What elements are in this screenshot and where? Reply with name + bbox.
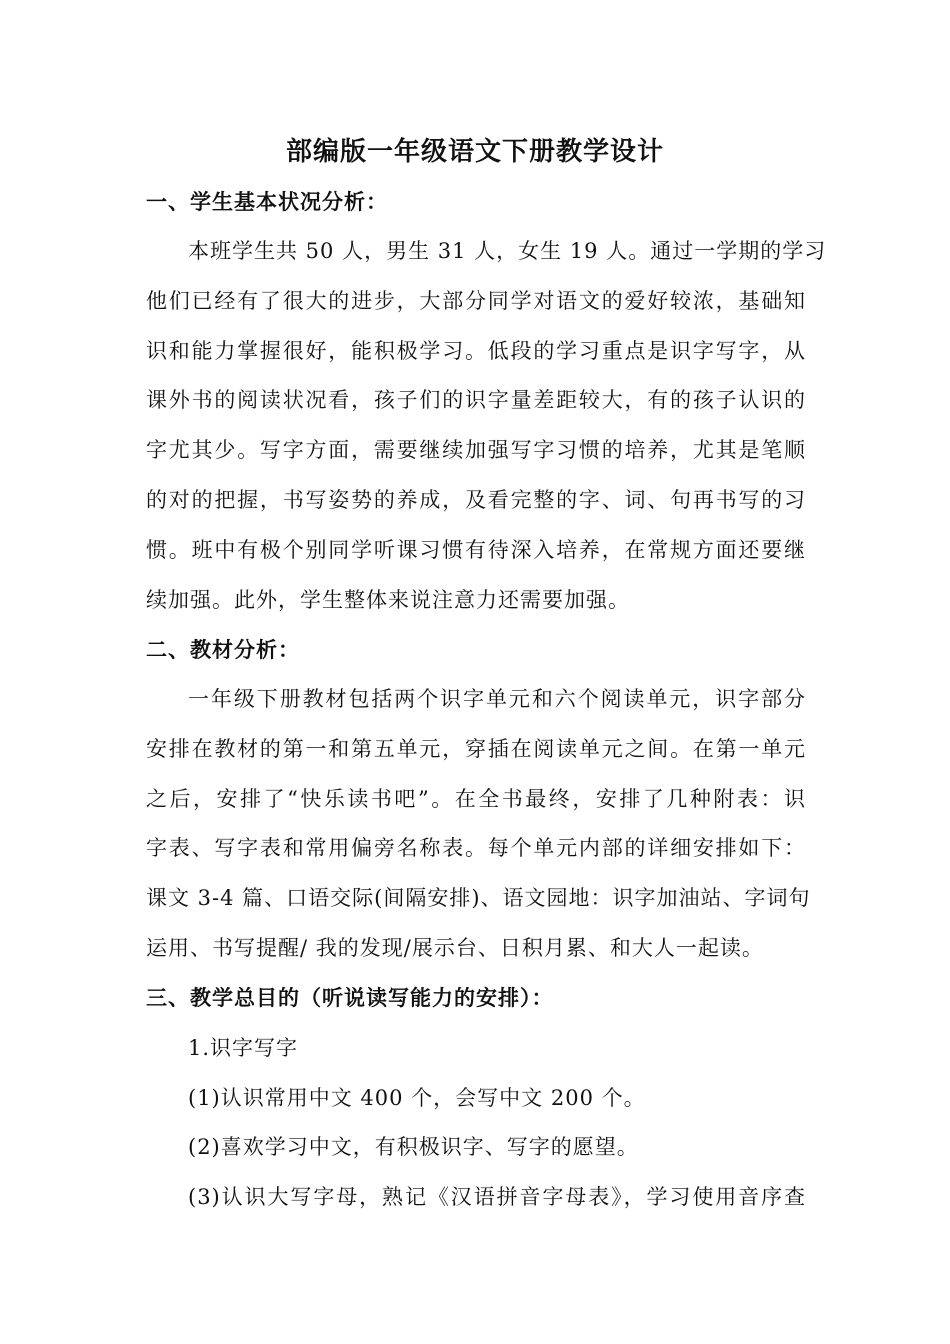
section-heading-student-analysis: 一、学生基本状况分析： xyxy=(146,189,388,214)
section-heading-teaching-goals: 三、教学总目的（听说读写能力的安排）： xyxy=(146,985,554,1010)
paragraph-line: 字表、写字表和常用偏旁名称表。每个单元内部的详细安排如下： xyxy=(146,836,806,860)
list-item: (1)认识常用中文 400 个，会写中文 200 个。 xyxy=(188,1086,646,1110)
paragraph-line: 惯。班中有极个别同学听课习惯有待深入培养，在常规方面还要继 xyxy=(146,538,806,562)
paragraph-line: 的对的把握，书写姿势的养成，及看完整的字、词、句再书写的习 xyxy=(146,488,806,512)
list-item: 1.识字写字 xyxy=(188,1036,299,1060)
paragraph-line: 字尤其少。写字方面，需要继续加强写字习惯的培养，尤其是笔顺 xyxy=(146,438,806,462)
document-title: 部编版一年级语文下册教学设计 xyxy=(285,137,664,167)
paragraph-line: 之后，安排了“快乐读书吧”。在全书最终，安排了几种附表：识 xyxy=(146,787,806,811)
paragraph-line: 课外书的阅读状况看，孩子们的识字量差距较大，有的孩子认识的 xyxy=(146,388,806,412)
paragraph-line: 一年级下册教材包括两个识字单元和六个阅读单元，识字部分 xyxy=(188,687,806,711)
paragraph-line: 识和能力掌握很好，能积极学习。低段的学习重点是识字写字，从 xyxy=(146,339,806,363)
paragraph-line: 安排在教材的第一和第五单元，穿插在阅读单元之间。在第一单元 xyxy=(146,737,806,761)
paragraph-line: 续加强。此外，学生整体来说注意力还需要加强。 xyxy=(146,588,630,612)
list-item: (2)喜欢学习中文，有积极识字、写字的愿望。 xyxy=(188,1135,639,1159)
paragraph-line: 运用、书写提醒/ 我的发现/展示台、日积月累、和大人一起读。 xyxy=(146,936,764,960)
list-item: (3)认识大写字母，熟记《汉语拼音字母表》，学习使用音序查 xyxy=(188,1185,806,1209)
paragraph-line: 课文 3-4 篇、口语交际(间隔安排)、语文园地：识字加油站、字词句 xyxy=(146,886,811,910)
section-heading-textbook-analysis: 二、教材分析： xyxy=(146,637,300,662)
paragraph-line: 本班学生共 50 人，男生 31 人，女生 19 人。通过一学期的学习 xyxy=(188,239,827,263)
paragraph-line: 他们已经有了很大的进步，大部分同学对语文的爱好较浓，基础知 xyxy=(146,289,806,313)
